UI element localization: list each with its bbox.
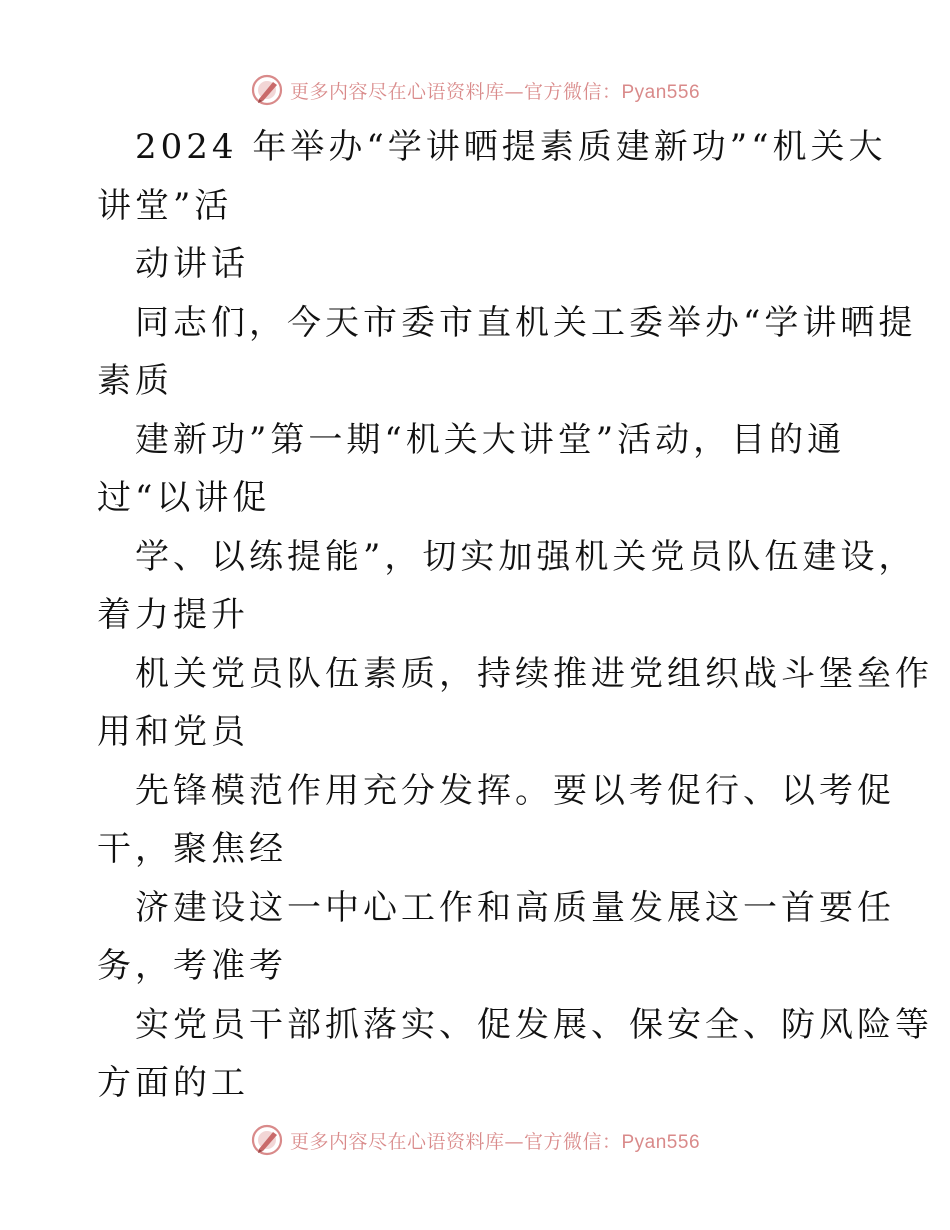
text-line: 先锋模范作用充分发挥。要以考促行、以考促	[135, 770, 895, 811]
text-line: 着力提升	[97, 595, 249, 635]
text-line: 学、以练提能”，切实加强机关党员队伍建设，	[135, 536, 917, 577]
text-line: 方面的工	[97, 1063, 249, 1103]
watermark-text: 更多内容尽在心语资料库—官方微信：Pyan556	[289, 1130, 701, 1153]
text-line: 同志们，今天市委市直机关工委举办“学讲晒提	[135, 302, 917, 343]
header-watermark	[0, 70, 950, 110]
text-line: 务，考准考	[97, 946, 287, 986]
text-line: 2024 年举办“学讲晒提素质建新功”“机关大	[135, 127, 887, 167]
text-line: 实党员干部抓落实、促发展、保安全、防风险等	[135, 1004, 933, 1045]
text-line: 济建设这一中心工作和高质量发展这一首要任	[135, 887, 895, 928]
pen-logo-icon	[250, 1123, 284, 1157]
text-line: 机关党员队伍素质，持续推进党组织战斗堡垒作	[135, 653, 933, 694]
pen-logo-icon	[250, 73, 284, 107]
document-body	[97, 118, 933, 1113]
watermark-text: 更多内容尽在心语资料库—官方微信：Pyan556	[289, 80, 701, 103]
text-line: 用和党员	[97, 712, 249, 752]
text-line: 干，聚焦经	[97, 829, 287, 869]
text-line: 动讲话	[135, 244, 249, 284]
text-line: 讲堂”活	[97, 185, 233, 226]
text-line: 过“以讲促	[97, 478, 271, 518]
text-line: 建新功”第一期“机关大讲堂”活动，目的通	[135, 419, 846, 460]
footer-watermark	[0, 1120, 950, 1160]
text-line: 素质	[97, 361, 173, 401]
